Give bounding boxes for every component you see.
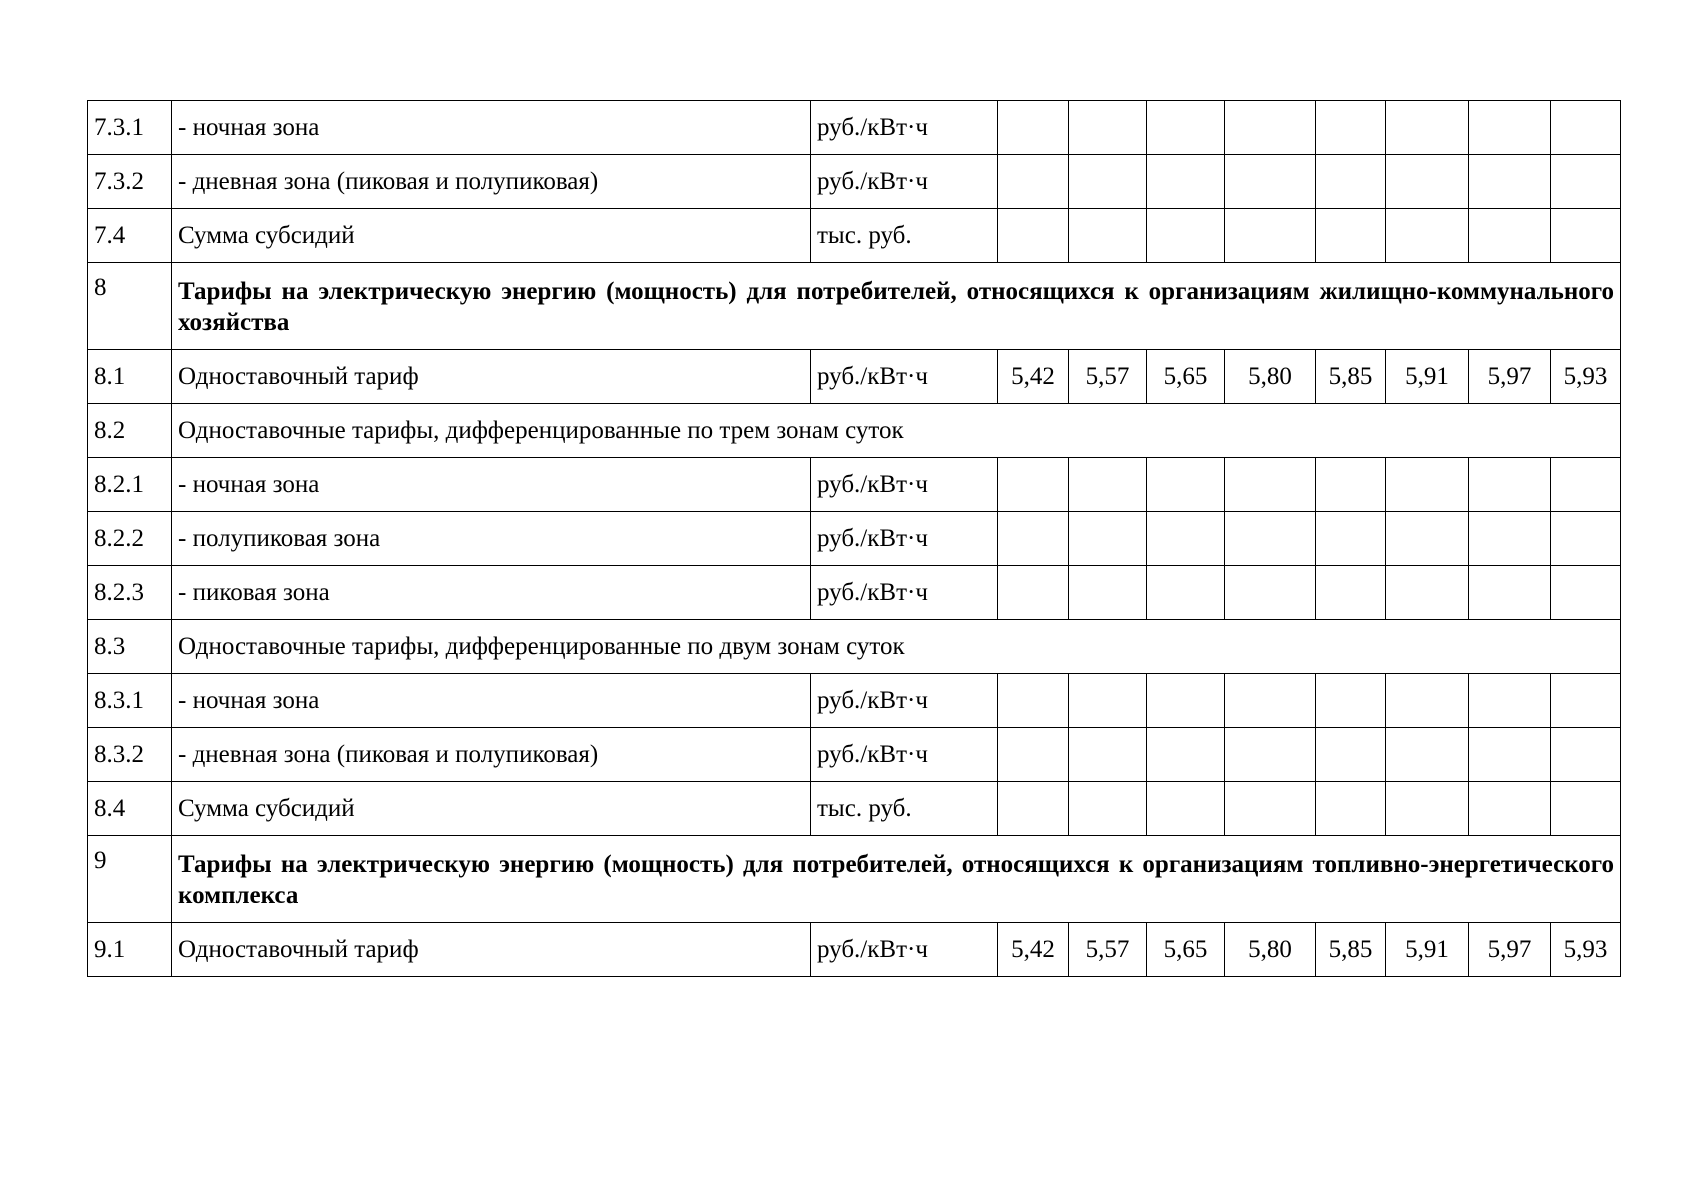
- unit-cell: руб./кВт·ч: [811, 728, 998, 782]
- unit-cell: руб./кВт·ч: [811, 155, 998, 209]
- value-cell: 5,42: [998, 923, 1069, 977]
- unit-cell: тыс. руб.: [811, 209, 998, 263]
- value-cell: [1386, 209, 1469, 263]
- row-number: 9.1: [88, 923, 172, 977]
- unit-cell: руб./кВт·ч: [811, 674, 998, 728]
- indicator-name: Сумма субсидий: [172, 209, 811, 263]
- value-cell: [1147, 101, 1225, 155]
- value-cell: [998, 782, 1069, 836]
- value-cell: [1069, 566, 1147, 620]
- table-row: [88, 101, 1621, 155]
- subheader-title: Одноставочные тарифы, дифференцированные по двум зонам суток: [172, 620, 1621, 674]
- value-cell: [1469, 155, 1551, 209]
- value-cell: [998, 566, 1069, 620]
- value-cell: [1386, 674, 1469, 728]
- row-number: 7.3.1: [88, 101, 172, 155]
- value-cell: [1386, 101, 1469, 155]
- value-cell: [1551, 101, 1621, 155]
- value-cell: [1225, 674, 1316, 728]
- value-cell: [1386, 512, 1469, 566]
- value-cell: [1316, 512, 1386, 566]
- value-cell: [1225, 728, 1316, 782]
- value-cell: [1069, 728, 1147, 782]
- value-cell: [1469, 209, 1551, 263]
- value-cell: [998, 728, 1069, 782]
- tariff-table-body: [88, 101, 1621, 977]
- table-row: [88, 674, 1621, 728]
- indicator-name: - дневная зона (пиковая и полупиковая): [172, 728, 811, 782]
- value-cell: [1225, 566, 1316, 620]
- unit-cell: тыс. руб.: [811, 782, 998, 836]
- value-cell: 5,93: [1551, 350, 1621, 404]
- value-cell: [1551, 512, 1621, 566]
- value-cell: [1551, 566, 1621, 620]
- table-row: [88, 923, 1621, 977]
- value-cell: [1316, 674, 1386, 728]
- value-cell: [1469, 728, 1551, 782]
- value-cell: [1469, 101, 1551, 155]
- value-cell: [1316, 209, 1386, 263]
- row-number: 8.2: [88, 404, 172, 458]
- value-cell: [1316, 458, 1386, 512]
- value-cell: 5,93: [1551, 923, 1621, 977]
- value-cell: 5,91: [1386, 923, 1469, 977]
- unit-cell: руб./кВт·ч: [811, 101, 998, 155]
- row-number: 8: [88, 263, 172, 350]
- unit-cell: руб./кВт·ч: [811, 566, 998, 620]
- value-cell: [1147, 155, 1225, 209]
- value-cell: [998, 155, 1069, 209]
- value-cell: [1386, 566, 1469, 620]
- value-cell: [1225, 209, 1316, 263]
- row-number: 8.3.1: [88, 674, 172, 728]
- value-cell: [1225, 458, 1316, 512]
- value-cell: [1551, 782, 1621, 836]
- value-cell: 5,80: [1225, 923, 1316, 977]
- table-row: [88, 566, 1621, 620]
- table-row: [88, 350, 1621, 404]
- value-cell: [1469, 458, 1551, 512]
- value-cell: 5,80: [1225, 350, 1316, 404]
- value-cell: [1469, 782, 1551, 836]
- row-number: 8.2.2: [88, 512, 172, 566]
- indicator-name: - дневная зона (пиковая и полупиковая): [172, 155, 811, 209]
- unit-cell: руб./кВт·ч: [811, 458, 998, 512]
- subheader-title: Одноставочные тарифы, дифференцированные по трем зонам суток: [172, 404, 1621, 458]
- value-cell: [1147, 209, 1225, 263]
- indicator-name: - ночная зона: [172, 458, 811, 512]
- value-cell: [1316, 155, 1386, 209]
- value-cell: [1551, 155, 1621, 209]
- value-cell: [1316, 728, 1386, 782]
- value-cell: [1386, 155, 1469, 209]
- value-cell: [1386, 782, 1469, 836]
- value-cell: [1069, 512, 1147, 566]
- value-cell: [1551, 209, 1621, 263]
- value-cell: [1069, 155, 1147, 209]
- value-cell: [1069, 101, 1147, 155]
- value-cell: [1147, 566, 1225, 620]
- unit-cell: руб./кВт·ч: [811, 512, 998, 566]
- value-cell: [1147, 674, 1225, 728]
- row-number: 8.2.3: [88, 566, 172, 620]
- value-cell: 5,57: [1069, 923, 1147, 977]
- table-row: [88, 728, 1621, 782]
- value-cell: [1069, 209, 1147, 263]
- value-cell: [1147, 782, 1225, 836]
- value-cell: [998, 209, 1069, 263]
- value-cell: 5,97: [1469, 923, 1551, 977]
- row-number: 7.4: [88, 209, 172, 263]
- indicator-name: Сумма субсидий: [172, 782, 811, 836]
- row-number: 8.1: [88, 350, 172, 404]
- indicator-name: - полупиковая зона: [172, 512, 811, 566]
- value-cell: [1069, 782, 1147, 836]
- subheader-row: [88, 620, 1621, 674]
- row-number: 8.2.1: [88, 458, 172, 512]
- value-cell: [1469, 674, 1551, 728]
- unit-cell: руб./кВт·ч: [811, 923, 998, 977]
- row-number: 8.3.2: [88, 728, 172, 782]
- value-cell: [1316, 782, 1386, 836]
- value-cell: [998, 458, 1069, 512]
- table-row: [88, 458, 1621, 512]
- row-number: 7.3.2: [88, 155, 172, 209]
- value-cell: [1469, 566, 1551, 620]
- value-cell: 5,65: [1147, 923, 1225, 977]
- value-cell: [1147, 728, 1225, 782]
- value-cell: [1069, 458, 1147, 512]
- value-cell: [1147, 458, 1225, 512]
- value-cell: [1225, 782, 1316, 836]
- value-cell: [1386, 458, 1469, 512]
- row-number: 9: [88, 836, 172, 923]
- indicator-name: - пиковая зона: [172, 566, 811, 620]
- indicator-name: - ночная зона: [172, 674, 811, 728]
- section-title: Тарифы на электрическую энергию (мощность) для потребителей, относящихся к организациям топливно-энергетического комплекса: [172, 836, 1621, 923]
- table-row: [88, 155, 1621, 209]
- indicator-name: Одноставочный тариф: [172, 923, 811, 977]
- value-cell: 5,57: [1069, 350, 1147, 404]
- value-cell: [998, 674, 1069, 728]
- section-title: Тарифы на электрическую энергию (мощность) для потребителей, относящихся к организациям жилищно-коммунального хозяйства: [172, 263, 1621, 350]
- section-row: [88, 836, 1621, 923]
- value-cell: 5,91: [1386, 350, 1469, 404]
- value-cell: 5,65: [1147, 350, 1225, 404]
- value-cell: [1225, 101, 1316, 155]
- value-cell: [1069, 674, 1147, 728]
- value-cell: [998, 101, 1069, 155]
- value-cell: [998, 512, 1069, 566]
- value-cell: [1469, 512, 1551, 566]
- value-cell: [1386, 728, 1469, 782]
- value-cell: [1225, 512, 1316, 566]
- value-cell: [1551, 728, 1621, 782]
- row-number: 8.3: [88, 620, 172, 674]
- subheader-row: [88, 404, 1621, 458]
- indicator-name: - ночная зона: [172, 101, 811, 155]
- indicator-name: Одноставочный тариф: [172, 350, 811, 404]
- row-number: 8.4: [88, 782, 172, 836]
- value-cell: [1316, 566, 1386, 620]
- section-row: [88, 263, 1621, 350]
- tariff-table: [87, 100, 1621, 977]
- value-cell: 5,97: [1469, 350, 1551, 404]
- value-cell: [1147, 512, 1225, 566]
- table-row: [88, 782, 1621, 836]
- value-cell: [1551, 458, 1621, 512]
- value-cell: 5,85: [1316, 923, 1386, 977]
- table-row: [88, 209, 1621, 263]
- value-cell: [1225, 155, 1316, 209]
- value-cell: 5,42: [998, 350, 1069, 404]
- value-cell: 5,85: [1316, 350, 1386, 404]
- unit-cell: руб./кВт·ч: [811, 350, 998, 404]
- value-cell: [1316, 101, 1386, 155]
- table-row: [88, 512, 1621, 566]
- value-cell: [1551, 674, 1621, 728]
